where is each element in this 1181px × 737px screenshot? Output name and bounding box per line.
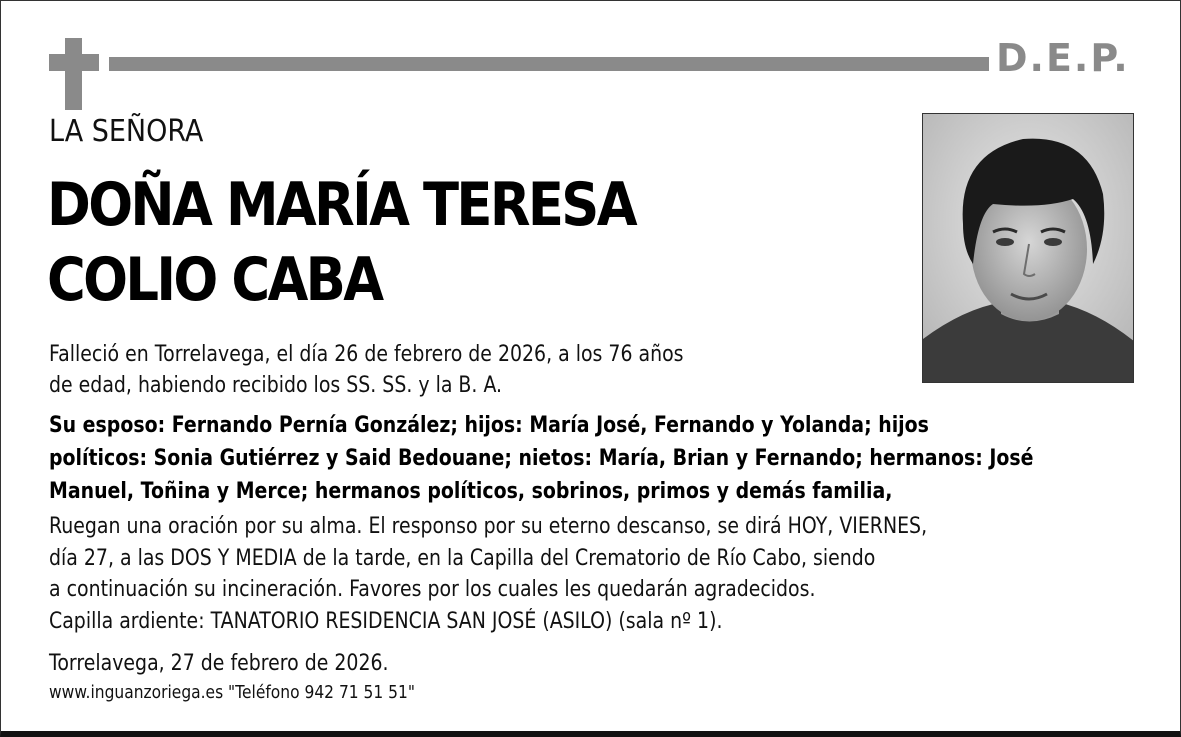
family-line-1: Su esposo: Fernando Pernía González; hijos: María José, Fernando y Yolanda; hijos [49,413,929,438]
death-line-2: de edad, habiendo recibido los SS. SS. y la B. A. [49,373,503,398]
dep-label: D.E.P. [996,36,1130,80]
deceased-name-line-1: DOÑA MARÍA TERESA [47,170,635,240]
chapel-line: Capilla ardiente: TANATORIO RESIDENCIA SAN JOSÉ (ASILO) (sala nº 1). [49,609,723,634]
cross-horizontal-bar [49,54,99,71]
request-line-3: a continuación su incineración. Favores por los cuales les quedarán agradecidos. [49,577,816,602]
family-line-3: Manuel, Toñina y Merce; hermanos políticos, sobrinos, primos y demás familia, [49,479,893,504]
header-rule [109,57,989,71]
request-line-2: día 27, a las DOS Y MEDIA de la tarde, en la Capilla del Crematorio de Río Cabo, siendo [49,546,876,571]
place-date: Torrelavega, 27 de febrero de 2026. [49,651,389,676]
title-prefix: LA SEÑORA [49,114,204,149]
death-line-1: Falleció en Torrelavega, el día 26 de febrero de 2026, a los 76 años [49,342,684,367]
cross-vertical-bar [65,38,82,110]
family-line-2: políticos: Sonia Gutiérrez y Said Bedouane; nietos: María, Brian y Fernando; hermanos: José [49,446,1034,471]
portrait-photo [922,113,1134,383]
funeral-home-contact: www.inguanzoriega.es "Teléfono 942 71 51 51" [49,682,415,703]
deceased-name-line-2: COLIO CABA [47,245,382,315]
request-line-1: Ruegan una oración por su alma. El responso por su eterno descanso, se dirá HOY, VIERNES, [49,514,928,539]
